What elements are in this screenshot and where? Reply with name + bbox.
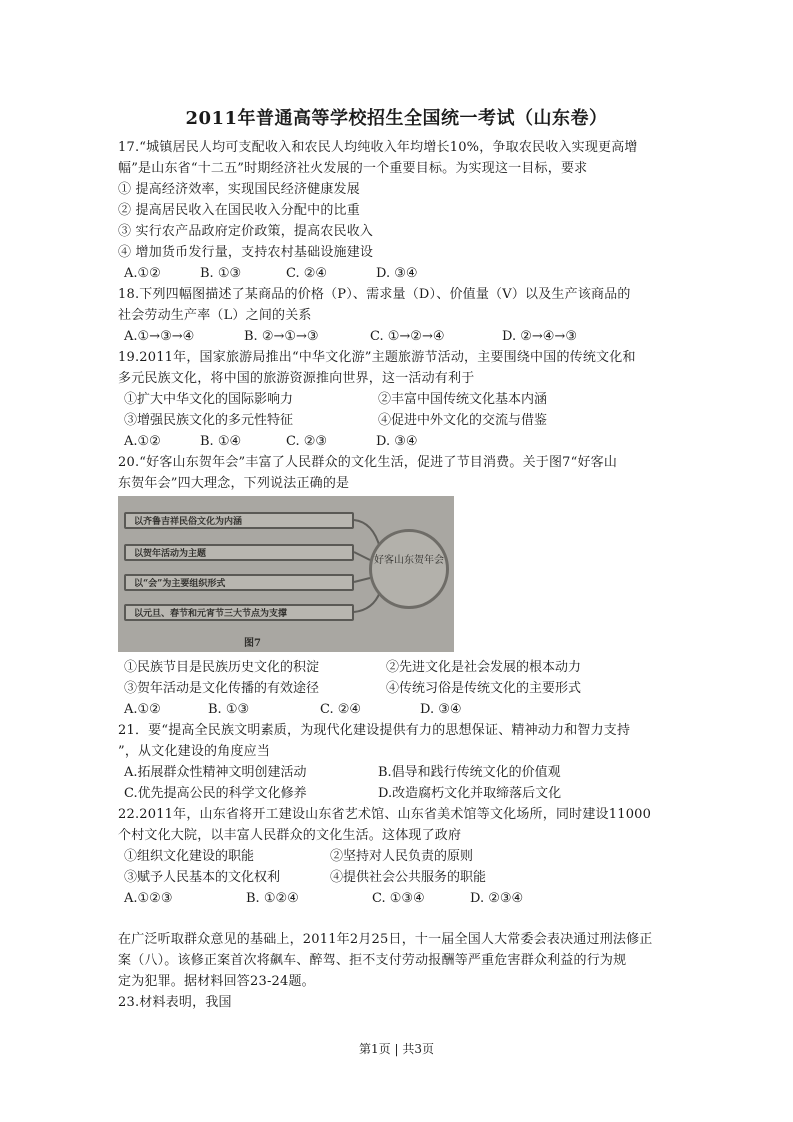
q20-item-2: ②先进文化是社会发展的根本动力 [386, 660, 582, 675]
q17-item-1: ① 提高经济效率，实现国民经济健康发展 [118, 182, 360, 197]
q21-option-c: C.优先提高公民的科学文化修养 [124, 786, 307, 801]
q19-option-c: C. ②③ [286, 434, 328, 449]
q19-item-4: ④促进中外文化的交流与借鉴 [378, 413, 548, 428]
figure-caption: 图7 [244, 638, 261, 649]
q17-option-c: C. ②④ [286, 266, 328, 281]
q20-item-1: ①民族节目是民族历史文化的积淀 [124, 660, 320, 675]
q21-options-row-2 [0, 784, 793, 804]
q20-stem-line-2: 东贺年会”四大理念，下列说法正确的是 [118, 476, 350, 491]
q22-stem-line-1: 22.2011年，山东省将开工建设山东省艺术馆、山东省美术馆等文化场所，同时建设11000 [118, 807, 652, 822]
q21-option-d: D.改造腐朽文化并取缔落后文化 [378, 786, 562, 801]
q17-item-2: ② 提高居民收入在国民收入分配中的比重 [118, 203, 360, 218]
q19-option-d: D. ③④ [376, 434, 418, 449]
q17-options [0, 264, 793, 284]
q17-option-a: A.①② [124, 266, 161, 281]
figure-box-4: 以元旦、春节和元宵节三大节点为支撑 [124, 604, 354, 621]
q21-options-row-1 [0, 763, 793, 783]
q19-options [0, 432, 793, 452]
q22-item-4: ④提供社会公共服务的职能 [330, 870, 487, 885]
q17-item-3: ③ 实行农产品政府定价政策，提高农民收入 [118, 224, 374, 239]
q20-items-row-1 [0, 658, 793, 678]
q19-stem-line-1: 19.2011年，国家旅游局推出“中华文化游”主题旅游节活动，主要围绕中国的传统文化和 [118, 350, 636, 365]
q19-item-3: ③增强民族文化的多元性特征 [124, 413, 294, 428]
material-line-3: 定为犯罪。据材料回答23-24题。 [118, 974, 315, 989]
q20-options [0, 700, 793, 720]
q22-item-2: ②坚持对人民负责的原则 [330, 849, 474, 864]
q20-option-c: C. ②④ [320, 702, 362, 717]
q22-items-row-2 [0, 868, 793, 888]
q22-option-b: B. ①②④ [246, 891, 299, 906]
q22-option-a: A.①②③ [124, 891, 173, 906]
material-line-2: 案（八）。该修正案首次将飙车、醉驾、拒不支付劳动报酬等严重危害群众利益的行为规 [118, 953, 627, 968]
q18-option-b: B. ②→①→③ [244, 329, 319, 344]
q20-items-row-2 [0, 679, 793, 699]
q20-option-d: D. ③④ [420, 702, 462, 717]
q19-stem-line-2: 多元民族文化，将中国的旅游资源推向世界，这一活动有利于 [118, 371, 475, 386]
page-footer: 第1页 | 共3页 [359, 1042, 434, 1056]
q21-stem-line-2: ”，从文化建设的角度应当 [118, 744, 271, 759]
page-title: 2011年普通高等学校招生全国统一考试（山东卷） [185, 108, 608, 129]
q18-stem-line-2: 社会劳动生产率（L）之间的关系 [118, 308, 312, 323]
q23-stem: 23.材料表明，我国 [118, 995, 232, 1010]
q22-stem-line-2: 个村文化大院，以丰富人民群众的文化生活。这体现了政府 [118, 828, 462, 843]
q20-item-3: ③贺年活动是文化传播的有效途径 [124, 681, 320, 696]
q22-options [0, 889, 793, 909]
q22-items-row-1 [0, 847, 793, 867]
q22-item-3: ③赋予人民基本的文化权利 [124, 870, 281, 885]
q20-item-4: ④传统习俗是传统文化的主要形式 [386, 681, 582, 696]
material-line-1: 在广泛听取群众意见的基础上，2011年2月25日，十一届全国人大常委会表决通过刑法修正 [118, 932, 653, 947]
figure-box-3: 以“会”为主要组织形式 [124, 574, 354, 591]
q18-stem-line-1: 18.下列四幅图描述了某商品的价格（P）、需求量（D）、价值量（V）以及生产该商品的 [118, 287, 631, 302]
q19-item-1: ①扩大中华文化的国际影响力 [124, 392, 294, 407]
q22-item-1: ①组织文化建设的职能 [124, 849, 255, 864]
q20-option-a: A.①② [124, 702, 161, 717]
q22-option-d: D. ②③④ [470, 891, 524, 906]
q19-option-a: A.①② [124, 434, 161, 449]
q19-items-row-1 [0, 390, 793, 410]
q18-option-a: A.①→③→④ [124, 329, 195, 344]
q17-item-4: ④ 增加货币发行量，支持农村基础设施建设 [118, 245, 374, 260]
q18-option-d: D. ②→④→③ [502, 329, 577, 344]
q21-stem-line-1: 21．要“提高全民族文明素质，为现代化建设提供有力的思想保证、精神动力和智力支持 [118, 723, 631, 738]
figure-box-2: 以贺年活动为主题 [124, 544, 354, 561]
q21-option-a: A.拓展群众性精神文明创建活动 [124, 765, 307, 780]
q22-option-c: C. ①③④ [372, 891, 425, 906]
q20-stem-line-1: 20.“好客山东贺年会”丰富了人民群众的文化生活，促进了节目消费。关于图7“好客山 [118, 455, 618, 470]
q17-stem-line-2: 幅”是山东省“十二五”时期经济社火发展的一个重要目标。为实现这一目标，要求 [118, 161, 588, 176]
q17-stem-line-1: 17.“城镇居民人均可支配收入和农民人均纯收入年均增长10%，争取农民收入实现更高增 [118, 140, 638, 155]
q17-option-b: B. ①③ [200, 266, 242, 281]
q17-option-d: D. ③④ [376, 266, 418, 281]
q19-items-row-2 [0, 411, 793, 431]
figure-circle-label: 好客山东贺年会 [374, 555, 444, 566]
q21-option-b: B.倡导和践行传统文化的价值观 [378, 765, 561, 780]
figure-box-1: 以齐鲁吉祥民俗文化为内涵 [124, 512, 354, 529]
q18-option-c: C. ①→②→④ [370, 329, 445, 344]
q18-options [0, 327, 793, 347]
figure-7-image [118, 496, 454, 652]
q20-option-b: B. ①③ [208, 702, 250, 717]
q19-option-b: B. ①④ [200, 434, 242, 449]
figure-center-circle [369, 529, 449, 609]
q19-item-2: ②丰富中国传统文化基本内涵 [378, 392, 548, 407]
